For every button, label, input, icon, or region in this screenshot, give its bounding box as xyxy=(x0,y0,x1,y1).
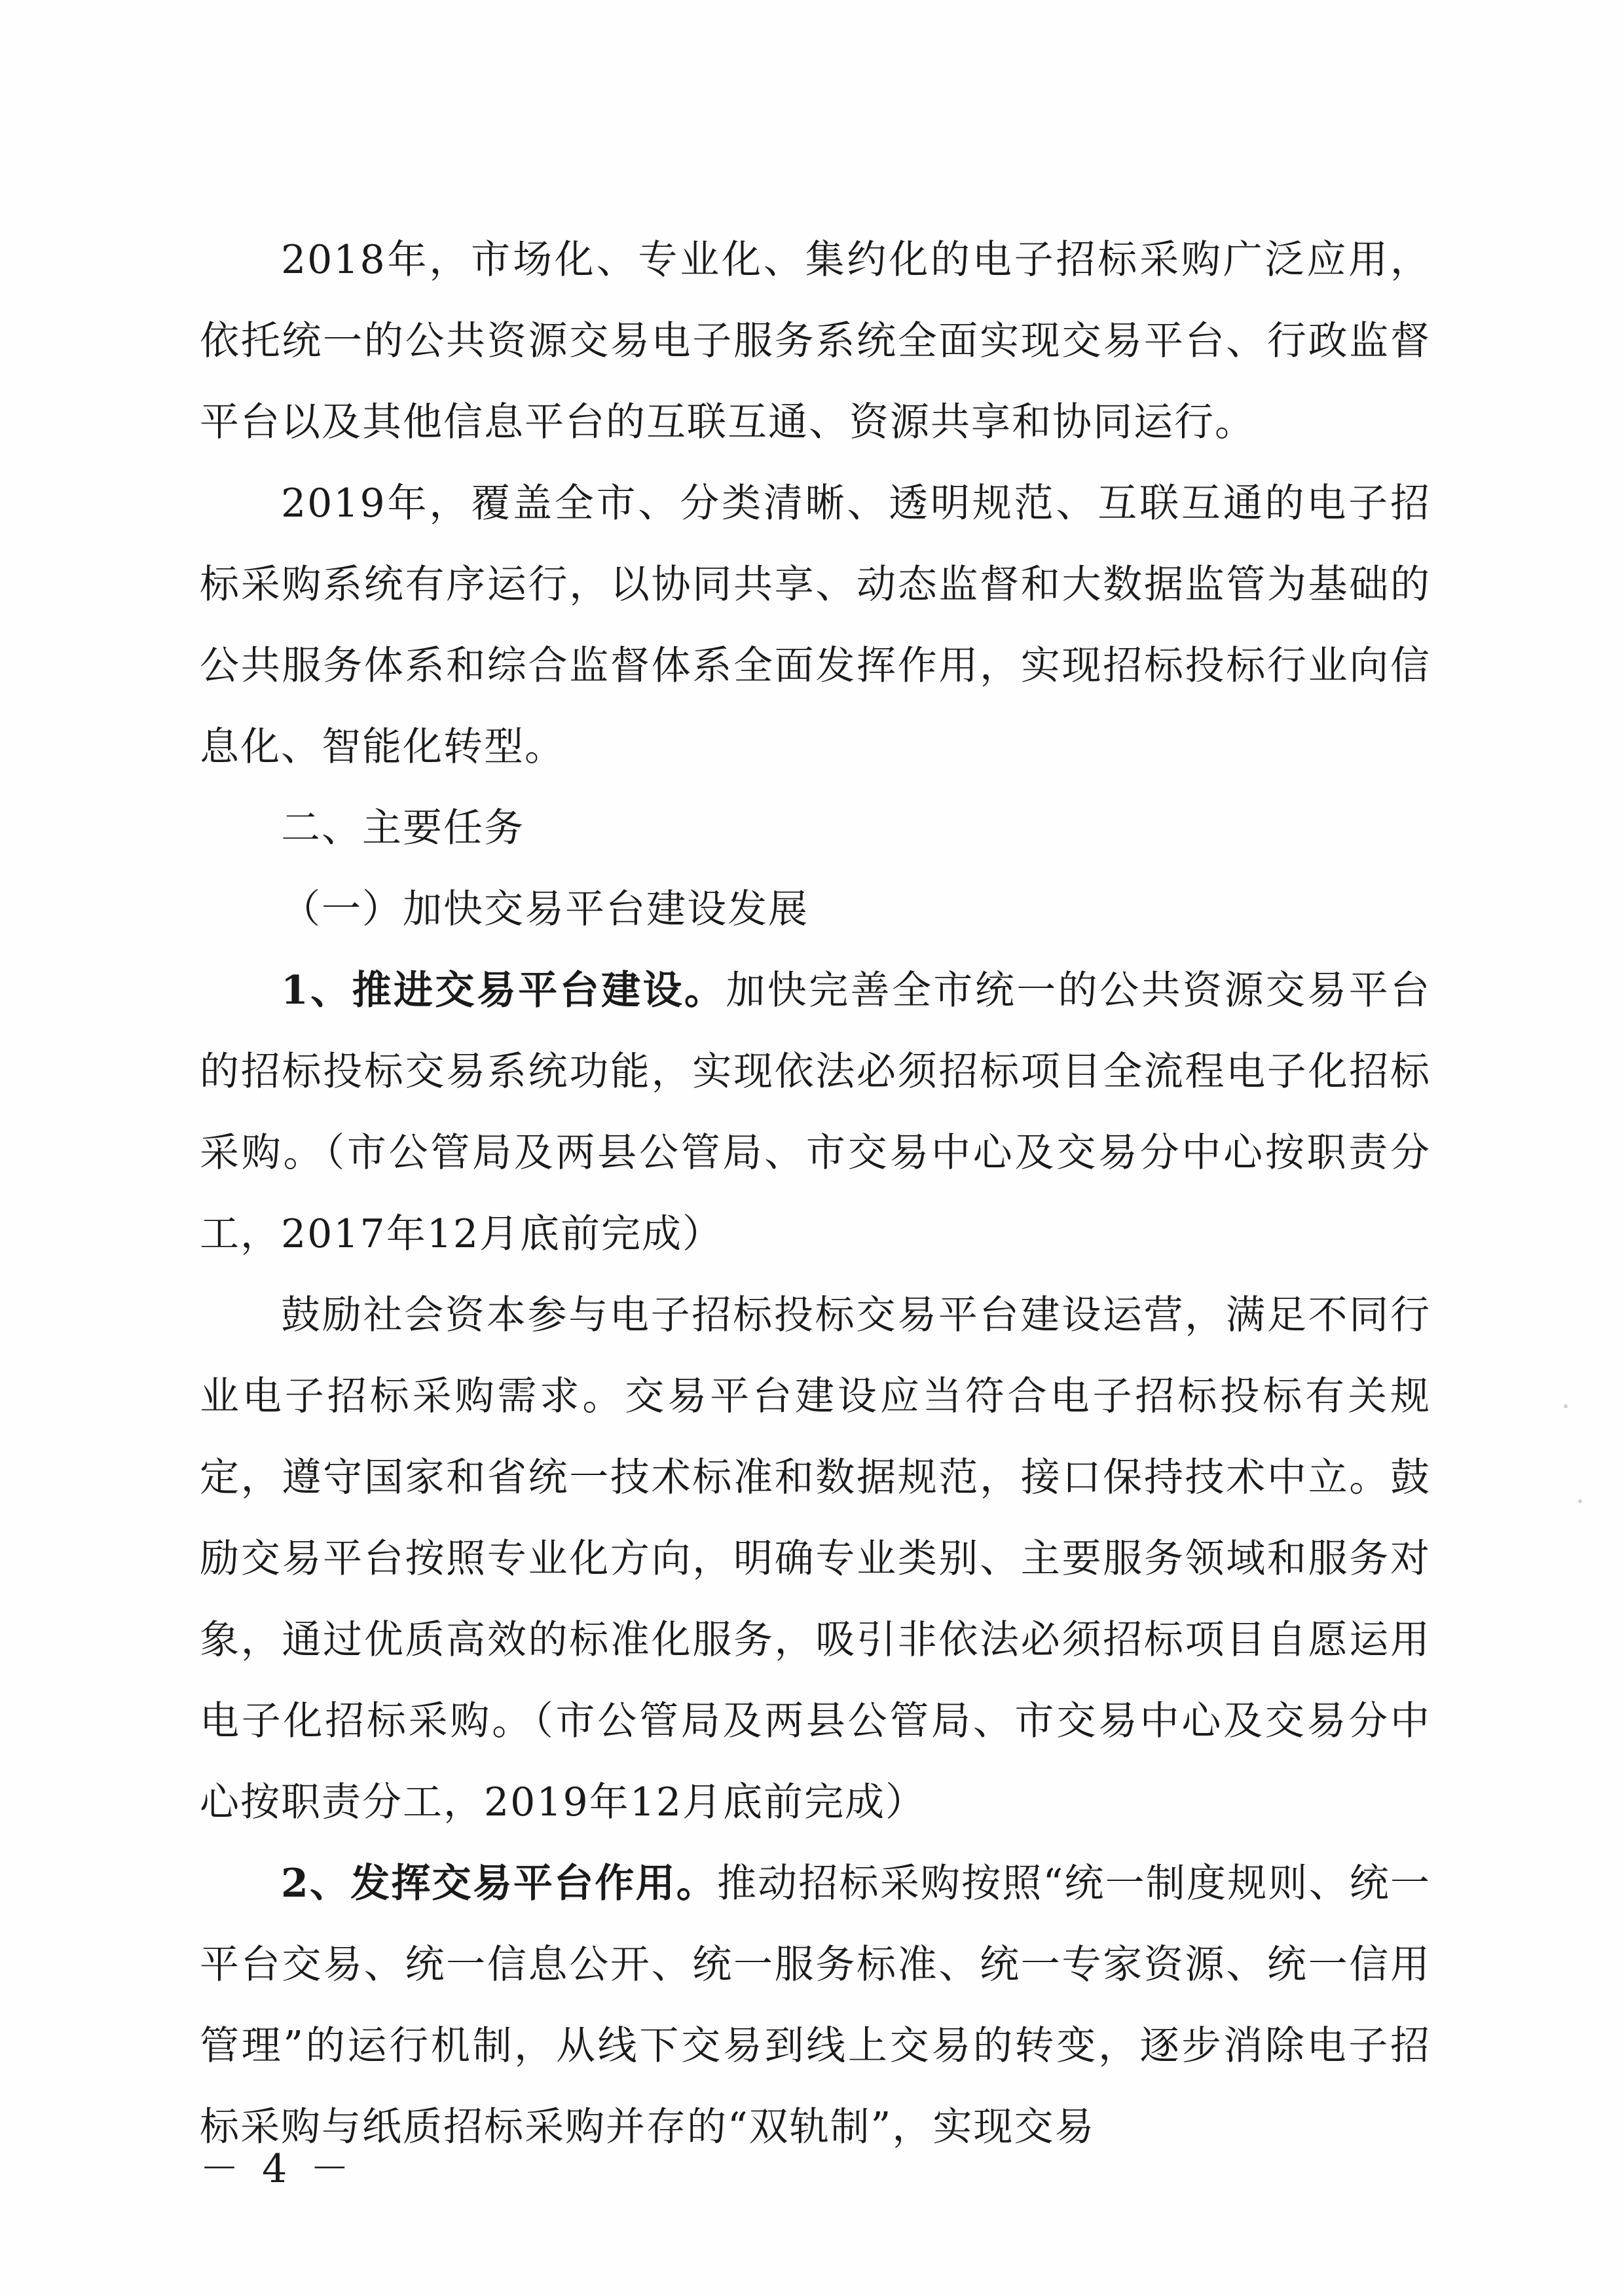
paragraph-task-2 xyxy=(200,1843,1431,2168)
task-lead: 2、发挥交易平台作用。 xyxy=(281,1861,717,1906)
scan-speck xyxy=(1578,1499,1582,1503)
subheading-text: （一）加快交易平台建设发展 xyxy=(281,886,809,932)
document-body xyxy=(200,219,1431,2168)
section-heading-main-tasks xyxy=(200,788,1431,869)
paragraph-text: 2018年，市场化、专业化、集约化的电子招标采购广泛应用，依托统一的公共资源交易电子服务系统全面实现交易平台、行政监督平台以及其他信息平台的互联互通、资源共享和协同运行。 xyxy=(200,237,1431,445)
paragraph-text: 2019年，覆盖全市、分类清晰、透明规范、互联互通的电子招标采购系统有序运行，以协同共享、动态监督和大数据监管为基础的公共服务体系和综合监督体系全面发挥作用，实现招标投标行业向信息化、智能化转型。 xyxy=(200,481,1431,770)
paragraph-2018-goal xyxy=(200,219,1431,463)
paragraph-text: 推动招标采购按照“统一制度规则、统一平台交易、统一信息公开、统一服务标准、统一专家资源、统一信用管理”的运行机制，从线下交易到线上交易的转变，逐步消除电子招标采购与纸质招标采购并存的“双轨制”，实现交易 xyxy=(200,1861,1431,2150)
subsection-heading-platform xyxy=(200,869,1431,950)
paragraph-task-1 xyxy=(200,950,1431,1275)
paragraph-text: 鼓励社会资本参与电子招标投标交易平台建设运营，满足不同行业电子招标采购需求。交易平台建设应当符合电子招标投标有关规定，遵守国家和省统一技术标准和数据规范，接口保持技术中立。鼓励交易平台按照专业化方向，明确专业类别、主要服务领域和服务对象，通过优质高效的标准化服务，吸引非依法必须招标项目自愿运用电子化招标采购。（市公管局及两县公管局、市交易中心及交易分中心按职责分工，2019年12月底前完成） xyxy=(200,1292,1431,1825)
task-lead: 1、推进交易平台建设。 xyxy=(281,968,726,1013)
paragraph-text: 加快完善全市统一的公共资源交易平台的招标投标交易系统功能，实现依法必须招标项目全流程电子化招标采购。（市公管局及两县公管局、市交易中心及交易分中心按职责分工，2017年12月底前完成） xyxy=(200,968,1431,1257)
paragraph-2019-goal xyxy=(200,463,1431,788)
scan-speck xyxy=(1564,1404,1568,1408)
paragraph-social-capital xyxy=(200,1275,1431,1843)
heading-text: 二、主要任务 xyxy=(281,805,525,851)
page-number: － 4 － xyxy=(200,2146,355,2192)
